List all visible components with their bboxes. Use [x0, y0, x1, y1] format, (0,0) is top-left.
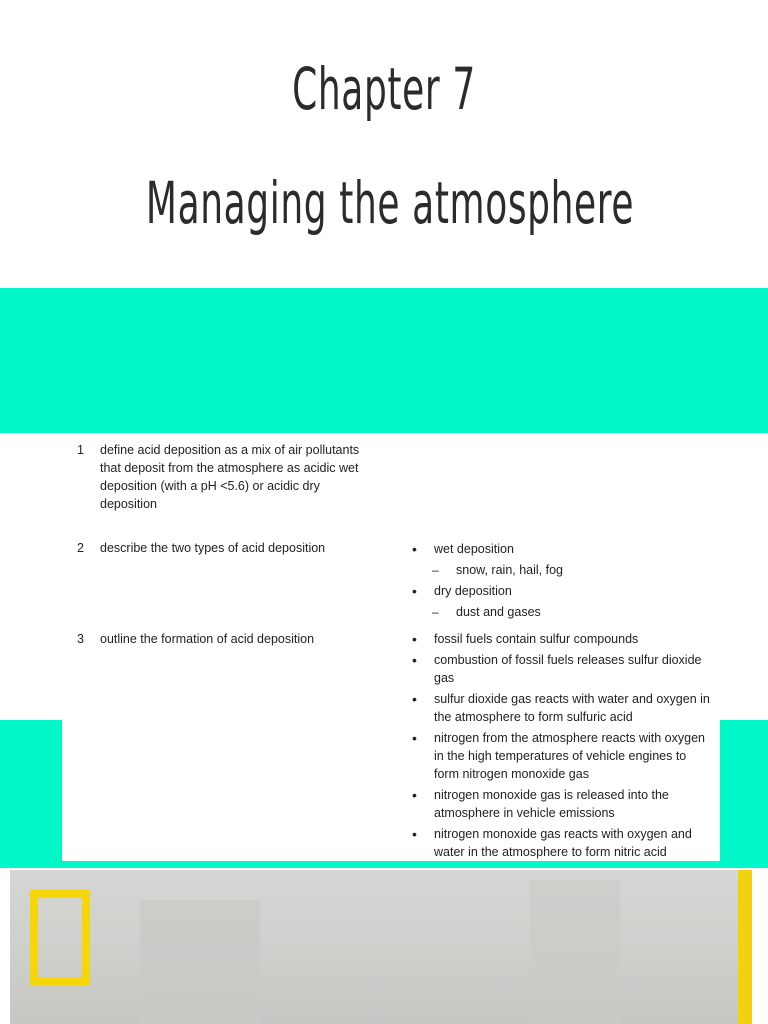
list-item: • combustion of fossil fuels releases sulfur dioxide gas: [412, 651, 712, 687]
list-item: – dust and gases: [412, 603, 712, 621]
chapter-heading: Managing the atmosphere: [145, 169, 635, 237]
row-number: 2: [77, 541, 84, 555]
yellow-rectangle-frame-icon: [30, 890, 90, 986]
list-item: • wet deposition: [412, 540, 712, 558]
bullet-list: [412, 540, 712, 624]
list-item: • nitrogen monoxide gas reacts with oxygen and water in the atmosphere to form nitric acid: [412, 825, 712, 861]
yellow-border-strip: [738, 870, 752, 1024]
smog-city-photo: [10, 870, 752, 1024]
row-description: describe the two types of acid deposition: [100, 541, 326, 555]
row-number: 3: [77, 632, 84, 646]
chapter-number: Chapter 7: [292, 55, 476, 123]
row-number: 1: [77, 443, 84, 457]
list-item: • nitrogen from the atmosphere reacts with oxygen in the high temperatures of vehicle engines to form nitrogen monoxide gas: [412, 729, 712, 783]
building-silhouette: [530, 880, 620, 1024]
row-description: outline the formation of acid deposition: [100, 632, 315, 646]
building-silhouette: [140, 900, 260, 1024]
list-item: • fossil fuels contain sulfur compounds: [412, 630, 712, 648]
chapter-title: [0, 40, 768, 258]
list-item: • dry deposition: [412, 582, 712, 600]
accent-band-top: [0, 288, 768, 433]
bullet-list: [412, 630, 712, 864]
list-item: – snow, rain, hail, fog: [412, 561, 712, 579]
row-description: define acid deposition as a mix of air pollutants that deposit from the atmosphere as acidic wet deposition (with a pH <5.6) or acidic dry deposition: [100, 443, 360, 511]
list-item: • nitrogen monoxide gas is released into the atmosphere in vehicle emissions: [412, 786, 712, 822]
list-item: • sulfur dioxide gas reacts with water and oxygen in the atmosphere to form sulfuric acid: [412, 690, 712, 726]
